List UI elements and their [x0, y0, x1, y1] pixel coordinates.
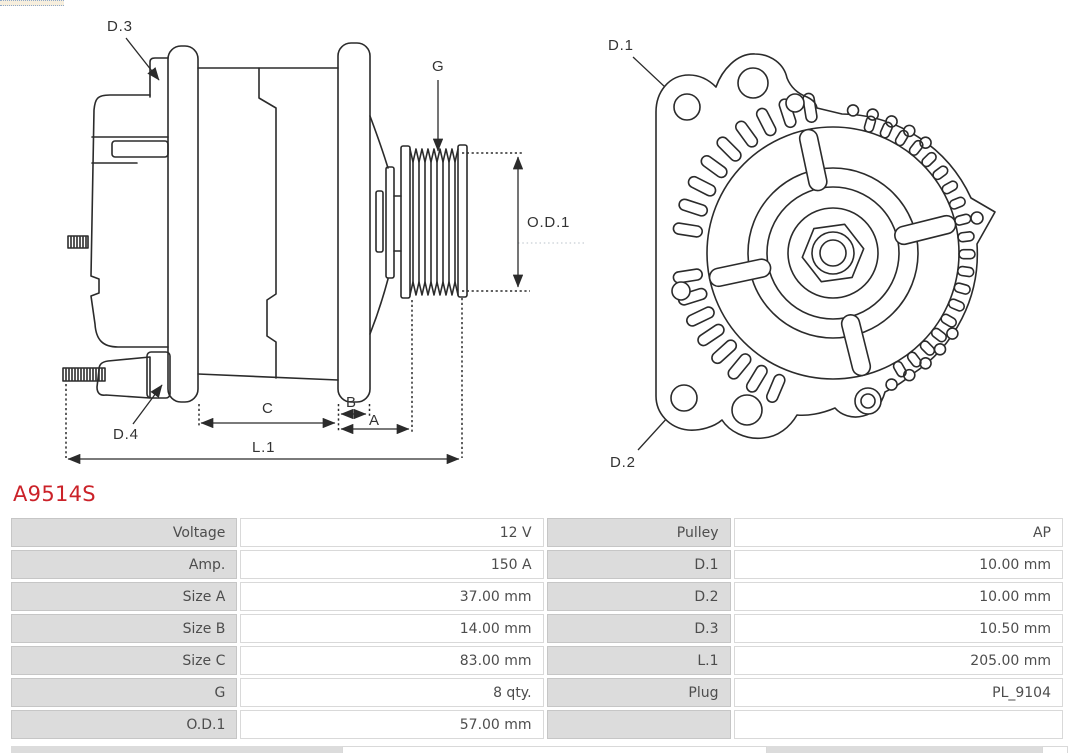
- table-row: [11, 614, 1063, 643]
- spec-value: 14.00 mm: [240, 614, 543, 643]
- table-row: [11, 646, 1063, 675]
- label-l1: L.1: [252, 439, 276, 456]
- label-d4: D.4: [113, 426, 139, 443]
- table-row: [11, 550, 1063, 579]
- spec-label: [547, 710, 731, 739]
- spec-label: Size B: [11, 614, 237, 643]
- label-a: A: [369, 412, 380, 429]
- rear-housing: [91, 95, 168, 347]
- spec-value: 8 qty.: [240, 678, 543, 707]
- spec-label: Size C: [11, 646, 237, 675]
- spec-label: G: [11, 678, 237, 707]
- spec-value: AP: [734, 518, 1064, 547]
- spec-value: 205.00 mm: [734, 646, 1064, 675]
- spec-label: Voltage: [11, 518, 237, 547]
- spec-label: Size A: [11, 582, 237, 611]
- spec-label: D.2: [547, 582, 731, 611]
- side-view: [63, 43, 467, 402]
- spec-value: 12 V: [240, 518, 543, 547]
- spec-value: 57.00 mm: [240, 710, 543, 739]
- housing-seam: [259, 68, 276, 378]
- front-view: [656, 54, 995, 438]
- label-d3: D.3: [107, 18, 133, 35]
- extension-lines: [66, 153, 530, 458]
- spec-value: 10.50 mm: [734, 614, 1064, 643]
- spec-label: D.3: [547, 614, 731, 643]
- label-c: C: [262, 400, 274, 417]
- spec-label: Plug: [547, 678, 731, 707]
- table-row: [11, 678, 1063, 707]
- spec-label: Amp.: [11, 550, 237, 579]
- label-od1: O.D.1: [527, 214, 571, 231]
- part-number: A9514S: [13, 482, 96, 506]
- front-flange: [338, 43, 370, 402]
- spec-value: 10.00 mm: [734, 582, 1064, 611]
- spec-label: Pulley: [547, 518, 731, 547]
- leader-D3: [126, 38, 159, 80]
- spec-value: 37.00 mm: [240, 582, 543, 611]
- label-b: B: [346, 394, 357, 411]
- dimension-lines: [68, 38, 682, 459]
- spec-value: 10.00 mm: [734, 550, 1064, 579]
- spec-label: L.1: [547, 646, 731, 675]
- spec-value: PL_9104: [734, 678, 1064, 707]
- hole-d1: [674, 94, 700, 120]
- label-d2: D.2: [610, 454, 636, 471]
- spec-label: D.1: [547, 550, 731, 579]
- pulley: [401, 145, 467, 298]
- drawing-labels: [107, 18, 636, 471]
- table-row: [11, 582, 1063, 611]
- specifications-table: [8, 515, 1066, 742]
- spec-value: [734, 710, 1064, 739]
- rear-flange: [168, 46, 198, 402]
- table-row: [11, 518, 1063, 547]
- next-row-cutoff: [11, 746, 1066, 753]
- label-d1: D.1: [608, 37, 634, 54]
- table-row: [11, 710, 1063, 739]
- spec-value: 150 A: [240, 550, 543, 579]
- hole-d2: [671, 385, 697, 411]
- label-g: G: [432, 58, 445, 75]
- spec-label: O.D.1: [11, 710, 237, 739]
- spec-value: 83.00 mm: [240, 646, 543, 675]
- rear-ear-tab: [150, 58, 168, 97]
